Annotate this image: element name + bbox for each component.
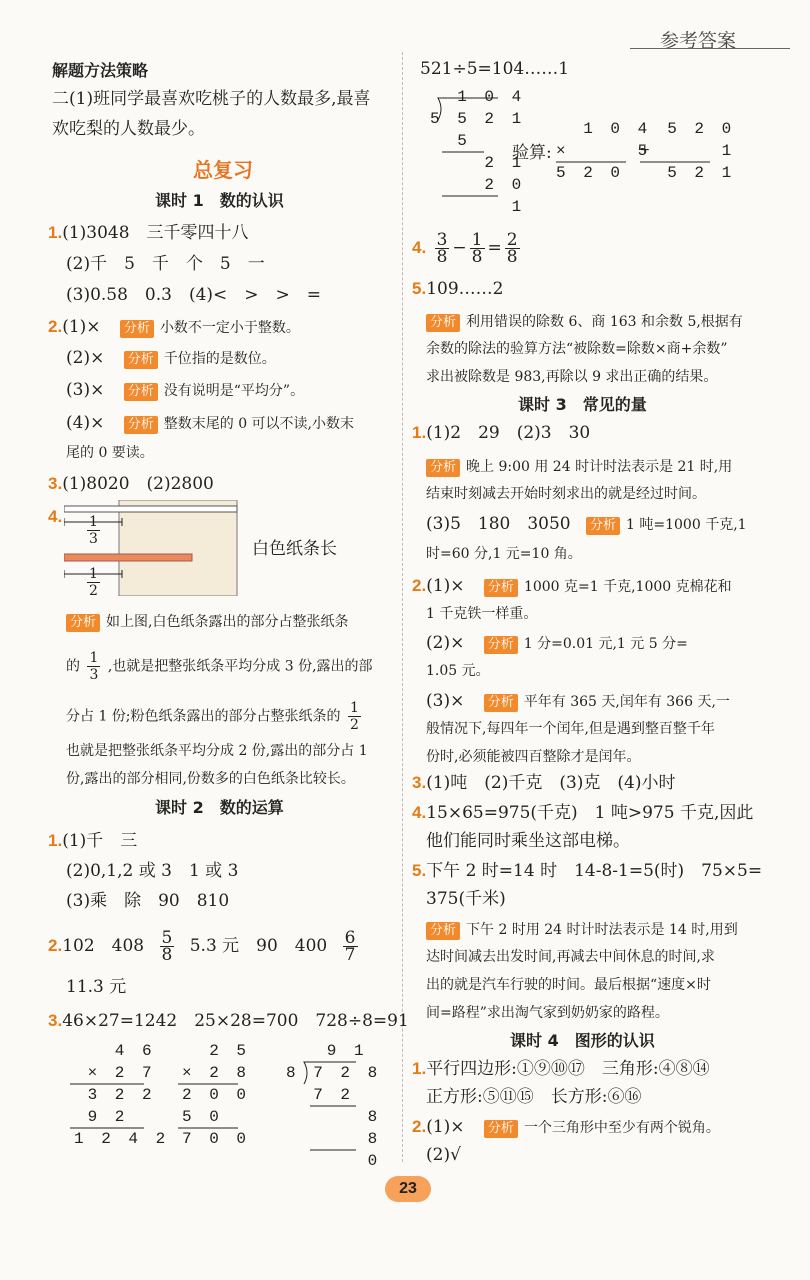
answer: (2)×	[66, 348, 105, 368]
vertical-multiplication: 4 6 × 2 7 3 2 2 9 2 1 2 4 2	[74, 1042, 170, 1148]
answer-row	[426, 690, 730, 713]
question-number: 2.	[48, 317, 63, 336]
lesson-title: 课时 4 图形的认识	[510, 1031, 655, 1050]
analysis-text: 时=60 分,1 元=10 角。	[426, 546, 582, 562]
analysis-text: 出的就是汽车行驶的时间。最后根据“速度×时	[426, 977, 711, 993]
fraction-one-third: $\frac{1}{3}$	[89, 514, 98, 547]
question-number: 1.	[412, 1059, 427, 1078]
analysis-text: 晚上 9:00 用 24 时计时法表示是 21 时,用	[466, 459, 733, 475]
fraction-six-sevenths: $\frac{6}{7}$	[344, 928, 356, 965]
analysis-row	[66, 650, 373, 683]
answer: (2)千 5 千 个 5 一	[66, 254, 265, 274]
answer: 下午 2 时=14 时 14-8-1=5(时) 75×5=	[426, 861, 763, 881]
question-4	[412, 802, 753, 824]
question-2	[48, 930, 361, 963]
equals: =	[487, 238, 502, 258]
analysis-tag: 分析	[120, 320, 154, 338]
answer: (1)3048 三千零四十八	[62, 223, 249, 243]
check-multiplication: 1 0 4 × 5 5 2 0	[556, 120, 652, 182]
analysis-text: 间=路程”求出淘气家到奶奶家的路程。	[426, 1005, 669, 1021]
answer: (3)×	[66, 380, 105, 400]
analysis-row	[66, 610, 348, 633]
strategy-text: 欢吃梨的人数最少。	[52, 119, 205, 139]
answer: (2)√	[426, 1145, 461, 1165]
analysis-row	[426, 918, 738, 941]
check-addition: 5 2 0 + 1 5 2 1	[640, 120, 736, 182]
analysis-text: ,也就是把整张纸条平均分成 3 份,露出的部	[107, 658, 373, 675]
question-3	[48, 1010, 409, 1032]
answer: 平行四边形:①⑨⑩⑰ 三角形:④⑧⑭	[426, 1059, 710, 1079]
question-number: 4.	[48, 507, 63, 526]
fraction-one-half: $\frac{1}{2}$	[89, 566, 98, 599]
answer-row	[66, 347, 276, 370]
analysis-text: 一个三角形中至少有两个锐角。	[523, 1120, 720, 1136]
question-number: 5.	[412, 861, 427, 880]
question-number: 5.	[412, 279, 427, 298]
answer: 11.3 元	[66, 977, 127, 997]
question-number: 1.	[48, 831, 63, 850]
division-equation: 521÷5=104……1	[420, 59, 570, 79]
answer-row	[426, 513, 747, 536]
calc-rules	[556, 118, 636, 188]
answer: (4)×	[66, 413, 105, 433]
question-1	[48, 222, 249, 244]
question-number: 2.	[412, 1117, 427, 1136]
analysis-text: 没有说明是“平均分”。	[163, 383, 305, 399]
question-3	[412, 772, 676, 794]
analysis-text: 尾的 0 要读。	[66, 445, 154, 461]
analysis-tag: 分析	[484, 636, 518, 654]
question-number: 1.	[48, 223, 63, 242]
question-4: 4. $\frac{3}{8}$ − $\frac{1}{8}$ = $\frac{2}{8}$	[412, 230, 518, 267]
analysis-text: 份,露出的部分相同,份数多的白色纸条比较长。	[66, 771, 355, 787]
page-number: 23	[385, 1176, 431, 1202]
answer-row	[66, 412, 354, 435]
answer: (1)8020 (2)2800	[62, 474, 214, 494]
analysis-tag: 分析	[586, 517, 620, 535]
answer: (2)0,1,2 或 3 1 或 3	[66, 861, 239, 881]
answer: 109……2	[426, 279, 504, 299]
analysis-text: 下午 2 时用 24 时计时法表示是 14 时,用到	[466, 922, 738, 938]
question-5	[412, 860, 762, 882]
analysis-text: 小数不一定小于整数。	[159, 320, 300, 336]
analysis-tag: 分析	[484, 579, 518, 597]
calc-rules	[640, 118, 720, 188]
answer: (3)×	[426, 691, 465, 711]
question-2	[412, 1116, 720, 1139]
calc-rules	[70, 1040, 150, 1160]
analysis-tag: 分析	[426, 459, 460, 477]
question-number: 3.	[48, 474, 63, 493]
question-2	[412, 575, 732, 598]
analysis-tag: 分析	[124, 351, 158, 369]
analysis-text: 1 分=0.01 元,1 元 5 分=	[523, 636, 688, 652]
question-number: 2.	[48, 936, 63, 955]
analysis-text: 千位指的是数位。	[163, 351, 276, 367]
analysis-text: 1 千克铁一样重。	[426, 606, 538, 622]
analysis-text: 1 吨=1000 千克,1	[626, 517, 747, 533]
analysis-text: 份时,必须能被四百整除才是闰年。	[426, 749, 641, 765]
question-1	[48, 830, 137, 852]
analysis-tag: 分析	[124, 416, 158, 434]
fraction-two-eighths: $\frac{2}{8}$	[506, 230, 518, 267]
question-3	[48, 473, 214, 495]
analysis-tag: 分析	[426, 314, 460, 332]
header-title: 参考答案	[660, 30, 737, 52]
analysis-text: 结束时刻减去开始时刻求出的就是经过时间。	[426, 486, 706, 502]
analysis-row	[66, 700, 364, 733]
answer: (1)吨 (2)千克 (3)克 (4)小时	[426, 773, 676, 793]
question-number: 3.	[412, 773, 427, 792]
analysis-text: 余数的除法的验算方法“被除数=除数×商+余数”	[426, 341, 728, 357]
analysis-text: 1.05 元。	[426, 663, 490, 679]
fraction-three-eighths: $\frac{3}{8}$	[436, 230, 448, 267]
question-2	[48, 316, 300, 339]
question-4	[48, 506, 62, 528]
question-number: 3.	[48, 1011, 63, 1030]
answer: (1)千 三	[62, 831, 138, 851]
analysis-tag: 分析	[484, 1120, 518, 1138]
analysis-text: 1000 克=1 千克,1000 克棉花和	[523, 579, 732, 595]
answer: 正方形:⑤⑪⑮ 长方形:⑥⑯	[426, 1087, 642, 1107]
analysis-text: 求出被除数是 983,再除以 9 求出正确的结果。	[426, 369, 718, 385]
answer: (1)2 29 (2)3 30	[426, 423, 591, 443]
fraction-one-eighth: $\frac{1}{8}$	[471, 230, 483, 267]
vertical-division: 1 0 4 5 5 2 1 5 2 1 2 0 1	[430, 88, 526, 216]
strategy-title: 解题方法策略	[52, 61, 149, 80]
fraction-one-third: $\frac{1}{3}$	[89, 650, 99, 683]
strategy-text: 二(1)班同学最喜欢吃桃子的人数最多,最喜	[52, 89, 371, 109]
answer: (1)×	[426, 576, 465, 596]
question-1	[412, 1058, 710, 1080]
division-bracket	[434, 86, 504, 226]
vertical-multiplication: 2 5 × 2 8 2 0 0 5 0 7 0 0	[182, 1042, 251, 1148]
division-bracket	[296, 1040, 366, 1180]
analysis-text: 平年有 365 天,闰年有 366 天,一	[523, 694, 730, 710]
analysis-text: 也就是把整张纸条平均分成 2 份,露出的部分占 1	[66, 743, 368, 759]
review-title: 总复习	[193, 158, 253, 182]
question-number: 1.	[412, 423, 427, 442]
analysis-tag: 分析	[426, 922, 460, 940]
analysis-row	[426, 310, 743, 333]
answer: 15×65=975(千克) 1 吨>975 千克,因此	[426, 803, 754, 823]
lesson-title: 课时 3 常见的量	[518, 395, 647, 414]
question-number: 4.	[412, 803, 427, 822]
answer: (3)乘 除 90 810	[66, 891, 230, 911]
analysis-text: 整数末尾的 0 可以不读,小数末	[163, 416, 355, 432]
answer: (3)0.58 0.3 (4)< > > =	[66, 285, 322, 305]
answer: 375(千米)	[426, 889, 506, 909]
analysis-text: 般情况下,每四年一个闰年,但是遇到整百整千年	[426, 721, 715, 737]
question-number: 2.	[412, 576, 427, 595]
analysis-text: 的	[66, 658, 80, 675]
answer-row	[66, 379, 304, 402]
analysis-text: 利用错误的除数 6、商 163 和余数 5,根据有	[466, 314, 743, 330]
answer: 他们能同时乘坐这部电梯。	[426, 831, 630, 851]
analysis-text: 如上图,白色纸条露出的部分占整张纸条	[106, 614, 349, 630]
answer: (1)×	[62, 317, 101, 337]
vertical-division: 9 1 8 7 2 8 7 2 8 8 0	[286, 1042, 382, 1170]
lesson-title: 课时 2 数的运算	[155, 798, 284, 817]
strip-label: 白色纸条长	[252, 539, 337, 559]
answer: 5.3 元 90 400	[189, 936, 328, 956]
question-1	[412, 422, 590, 444]
calc-rules	[178, 1040, 251, 1160]
column-divider	[402, 52, 404, 1162]
analysis-tag: 分析	[484, 694, 518, 712]
check-label: 验算:	[512, 143, 552, 163]
header-rule	[630, 48, 790, 49]
analysis-text: 达时间减去出发时间,再减去中间休息的时间,求	[426, 949, 715, 965]
fraction-five-eighths: $\frac{5}{8}$	[161, 928, 173, 965]
fraction-one-half: $\frac{1}{2}$	[349, 700, 359, 733]
analysis-text: 分占 1 份;粉色纸条露出的部分占整张纸条的	[66, 708, 341, 725]
answer: (1)×	[426, 1117, 465, 1137]
analysis-tag: 分析	[66, 614, 100, 632]
answer-row	[426, 632, 688, 655]
answer: 46×27=1242 25×28=700 728÷8=91	[62, 1011, 409, 1031]
analysis-row	[426, 455, 732, 478]
answer: (2)×	[426, 633, 465, 653]
analysis-tag: 分析	[124, 383, 158, 401]
lesson-title: 课时 1 数的认识	[155, 191, 284, 210]
answer: (3)5 180 3050	[426, 514, 571, 534]
question-5	[412, 278, 503, 300]
question-number: 4.	[412, 238, 427, 257]
answer: 102 408	[62, 936, 145, 956]
